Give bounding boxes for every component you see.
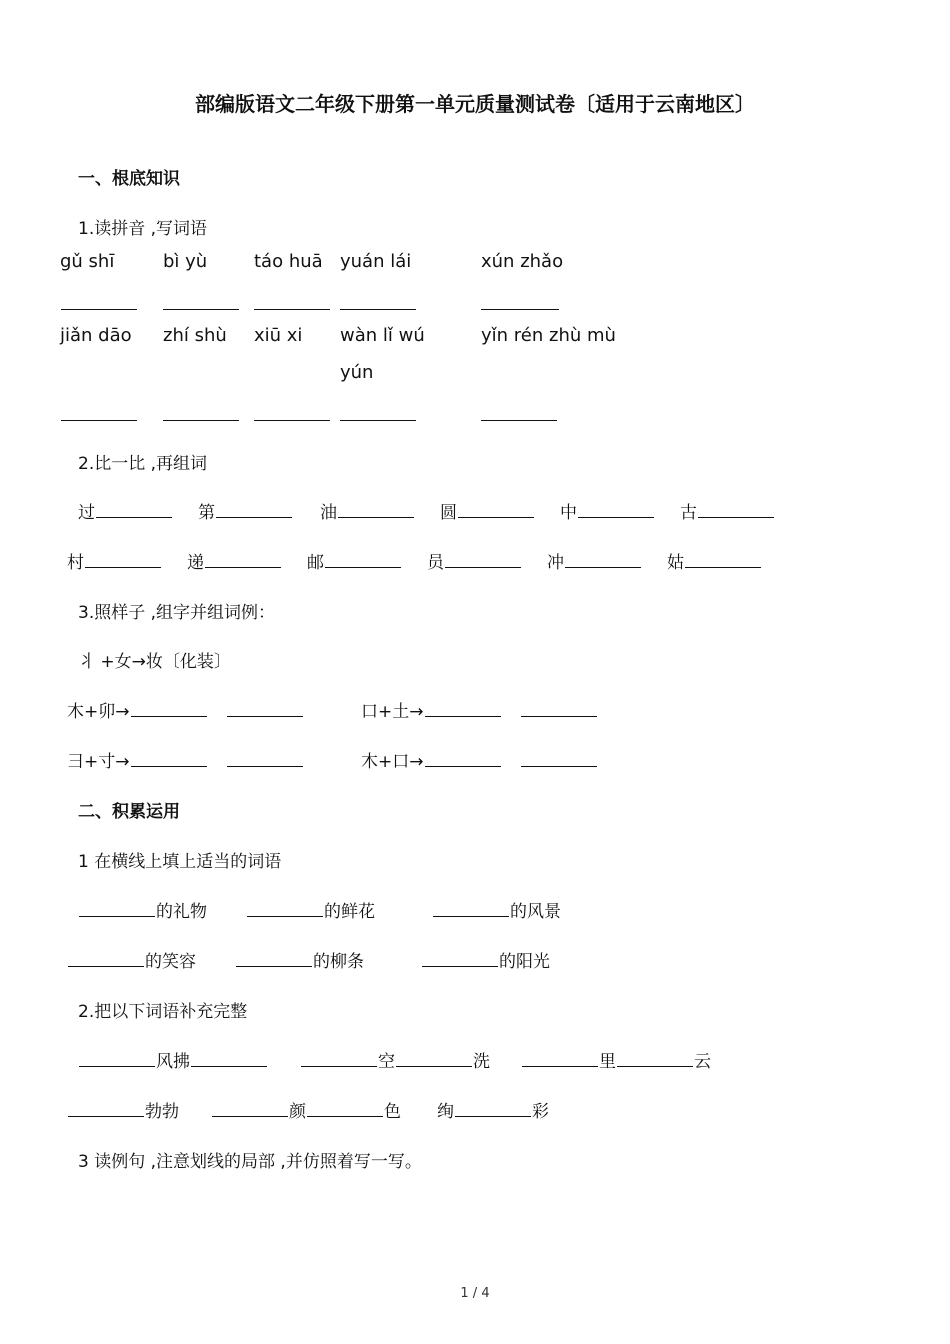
complete-item: 勃勃 <box>67 1097 179 1122</box>
answer-blank[interactable] <box>96 499 172 518</box>
pinyin-9: wàn lǐ wú <box>340 325 425 346</box>
compare-item: 递 <box>187 548 282 573</box>
answer-blank[interactable] <box>79 1048 155 1067</box>
answer-blank[interactable] <box>79 898 155 917</box>
compare-item: 冲 <box>547 548 642 573</box>
pinyin-8: xiū xi <box>254 325 303 346</box>
compose-item: 彐+寸→ <box>67 747 304 772</box>
pinyin-3: táo huā <box>254 251 323 272</box>
answer-blank[interactable] <box>445 549 521 568</box>
answer-blank[interactable] <box>68 1098 144 1117</box>
compare-item: 姑 <box>667 548 762 573</box>
answer-blank[interactable] <box>685 549 761 568</box>
answer-blank[interactable] <box>422 948 498 967</box>
section-2-heading: 二、积累运用 <box>78 802 180 822</box>
compose-item: 木+口→ <box>361 747 598 772</box>
answer-blank[interactable] <box>338 499 414 518</box>
q3-example: 丬 +女→妆〔化装〕 <box>78 652 231 672</box>
answer-blank[interactable] <box>425 748 501 767</box>
answer-blank[interactable] <box>521 698 597 717</box>
answer-blank[interactable] <box>236 948 312 967</box>
s2-q2-prompt: 2.把以下词语补充完整 <box>78 1002 248 1022</box>
answer-blank[interactable] <box>617 1048 693 1067</box>
answer-blank[interactable] <box>68 948 144 967</box>
answer-line[interactable] <box>340 420 416 421</box>
compare-item: 员 <box>427 548 522 573</box>
section-1-heading: 一、根底知识 <box>78 169 180 189</box>
compose-item: 口+土→ <box>361 697 598 722</box>
answer-blank[interactable] <box>227 748 303 767</box>
answer-line[interactable] <box>481 309 559 310</box>
compare-item: 村 <box>67 548 162 573</box>
answer-line[interactable] <box>340 309 416 310</box>
fill-item: 的阳光 <box>421 947 550 972</box>
q3-prompt: 3.照样子 ,组字并组词例： <box>78 603 276 623</box>
pinyin-5: xún zhǎo <box>481 251 564 272</box>
compose-item: 木+卯→ <box>67 697 304 722</box>
pinyin-7: zhí shù <box>163 325 227 346</box>
answer-blank[interactable] <box>433 898 509 917</box>
pinyin-1: gǔ shī <box>60 251 115 272</box>
answer-line[interactable] <box>61 420 137 421</box>
pinyin-10: yǐn rén zhù mù <box>481 325 616 346</box>
answer-blank[interactable] <box>455 1098 531 1117</box>
answer-blank[interactable] <box>396 1048 472 1067</box>
fill-item: 的风景 <box>432 897 561 922</box>
answer-line[interactable] <box>163 309 239 310</box>
compare-item: 圆 <box>440 498 535 523</box>
answer-line[interactable] <box>163 420 239 421</box>
fill-item: 的鲜花 <box>246 897 375 922</box>
answer-blank[interactable] <box>131 748 207 767</box>
answer-blank[interactable] <box>425 698 501 717</box>
s2-q1-prompt: 1 在横线上填上适当的词语 <box>78 852 282 872</box>
compare-item: 中 <box>560 498 655 523</box>
answer-blank[interactable] <box>458 499 534 518</box>
fill-item: 的礼物 <box>78 897 207 922</box>
complete-item: 风拂 <box>78 1047 268 1072</box>
pinyin-4: yuán lái <box>340 251 412 272</box>
answer-blank[interactable] <box>521 748 597 767</box>
page-number: 1 / 4 <box>460 1286 490 1301</box>
answer-line[interactable] <box>254 420 330 421</box>
s2-q3-prompt: 3 读例句 ,注意划线的局部 ,并仿照着写一写。 <box>78 1152 422 1172</box>
answer-blank[interactable] <box>698 499 774 518</box>
q2-prompt: 2.比一比 ,再组词 <box>78 454 208 474</box>
fill-item: 的笑容 <box>67 947 196 972</box>
fill-item: 的柳条 <box>235 947 364 972</box>
complete-item: 空 洗 <box>300 1047 490 1072</box>
pinyin-9-cont: yún <box>340 362 374 383</box>
compare-item: 油 <box>320 498 415 523</box>
answer-blank[interactable] <box>325 549 401 568</box>
complete-item: 颜 色 <box>211 1097 401 1122</box>
answer-blank[interactable] <box>131 698 207 717</box>
answer-blank[interactable] <box>212 1098 288 1117</box>
answer-blank[interactable] <box>247 898 323 917</box>
complete-item: 绚 彩 <box>437 1097 549 1122</box>
pinyin-2: bì yù <box>163 251 208 272</box>
compare-item: 过 <box>78 498 173 523</box>
answer-blank[interactable] <box>522 1048 598 1067</box>
pinyin-6: jiǎn dāo <box>60 325 132 346</box>
answer-blank[interactable] <box>191 1048 267 1067</box>
compare-item: 古 <box>680 498 775 523</box>
answer-line[interactable] <box>61 309 137 310</box>
answer-blank[interactable] <box>85 549 161 568</box>
answer-blank[interactable] <box>216 499 292 518</box>
answer-blank[interactable] <box>301 1048 377 1067</box>
answer-blank[interactable] <box>565 549 641 568</box>
compare-item: 第 <box>198 498 293 523</box>
answer-blank[interactable] <box>227 698 303 717</box>
answer-line[interactable] <box>254 309 330 310</box>
answer-blank[interactable] <box>307 1098 383 1117</box>
answer-blank[interactable] <box>205 549 281 568</box>
answer-blank[interactable] <box>578 499 654 518</box>
compare-item: 邮 <box>307 548 402 573</box>
page-title: 部编版语文二年级下册第一单元质量测试卷〔适用于云南地区〕 <box>195 92 755 116</box>
complete-item: 里 云 <box>521 1047 711 1072</box>
q1-prompt: 1.读拼音 ,写词语 <box>78 219 208 239</box>
answer-line[interactable] <box>481 420 557 421</box>
